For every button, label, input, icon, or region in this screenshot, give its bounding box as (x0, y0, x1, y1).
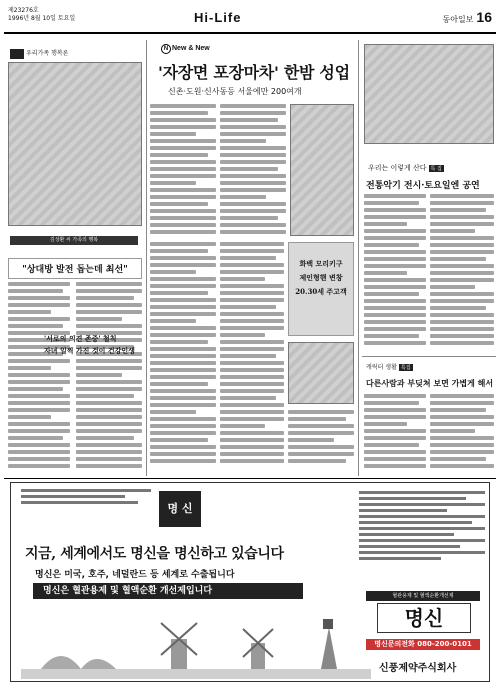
body-text (220, 242, 284, 468)
column-subhead: 자녀 일찍 가진 것이 건강인생 (44, 346, 135, 355)
ad-divider (4, 478, 496, 479)
product-box: 명 신 (159, 491, 201, 527)
ad-product-tag: 혈관용제 및 혈액순환개선제 (366, 591, 480, 601)
body-text (76, 282, 142, 472)
column-divider (358, 40, 359, 476)
body-text (430, 194, 494, 354)
column-divider (146, 40, 147, 476)
main-headline: '자장면 포장마차' 한밤 성업 (158, 63, 350, 82)
column-logo: 우리가족 행복론 (10, 48, 68, 59)
world-landmarks-illustration (21, 613, 371, 679)
pull-quote-box: 화백 모리키구 제인형핸 변창 20.30세 주고객 (288, 242, 354, 336)
section-title: Hi-Life (194, 10, 242, 25)
family-logo-icon (10, 49, 24, 59)
right-column-headline: 다른사람과 부딪쳐 보면 가볍게 해서 (366, 378, 494, 388)
issue-number: 제23276호 (8, 7, 39, 14)
column-subhead: '서로의 의견 존중' 철칙 (44, 334, 117, 343)
column-headline: "상대방 발전 돕는데 최선" (8, 258, 142, 279)
body-text (150, 104, 216, 236)
issue-date: 1996년 8월 10일 토요일 (8, 15, 76, 22)
new-badge-icon: N (161, 44, 171, 54)
body-text (150, 242, 216, 468)
body-text (364, 194, 426, 354)
right-column-title: 우리는 이렇게 산다 특 집 (368, 164, 442, 172)
paper-name: 동아일보 (442, 15, 474, 24)
opera-house-icon (41, 656, 116, 669)
body-text (364, 394, 426, 472)
masthead (4, 4, 496, 34)
page-number: 16 (476, 9, 492, 25)
body-text (8, 282, 70, 472)
ad-phone-number: 명신문의전화 080-200-0101 (366, 639, 480, 650)
food-truck-photo (288, 342, 354, 404)
masthead-issue-block (8, 7, 75, 23)
body-text (288, 410, 354, 468)
right-column-title: 캐릭터 생활 특집 (366, 364, 411, 371)
person-tag: 김성환 씨 가족의 행복 (10, 236, 138, 245)
brand-logo: 명신 (377, 603, 471, 633)
page-number-block (443, 9, 493, 25)
company-name: 신풍제약주식회사 (379, 663, 457, 674)
main-deck: 신촌·도원·신사동등 서울에만 200여개 (168, 87, 302, 96)
body-text (430, 394, 494, 472)
right-column-headline: 전통악기 전시·토요일엔 공연 (366, 181, 480, 191)
ad-headline: 지금, 세계에서도 명신을 명신하고 있습니다 (25, 546, 284, 562)
advertisement (10, 482, 490, 682)
section-divider (362, 356, 496, 357)
right-column-tag: 특집 (400, 365, 411, 371)
ad-fine-print (21, 489, 151, 507)
body-text (220, 104, 286, 236)
statue-of-liberty-icon (321, 627, 337, 669)
museum-photo (364, 44, 494, 144)
family-photo (8, 62, 142, 226)
kicker: N New & New (160, 44, 210, 54)
street-stall-photo (290, 104, 354, 236)
ad-info-block (359, 489, 485, 563)
ad-band: 명신은 혈관용제 및 혈액순환 개선제입니다 (33, 583, 303, 599)
ad-subheadline: 명신은 미국, 호주, 네덜란드 등 세계로 수출됩니다 (35, 570, 235, 580)
